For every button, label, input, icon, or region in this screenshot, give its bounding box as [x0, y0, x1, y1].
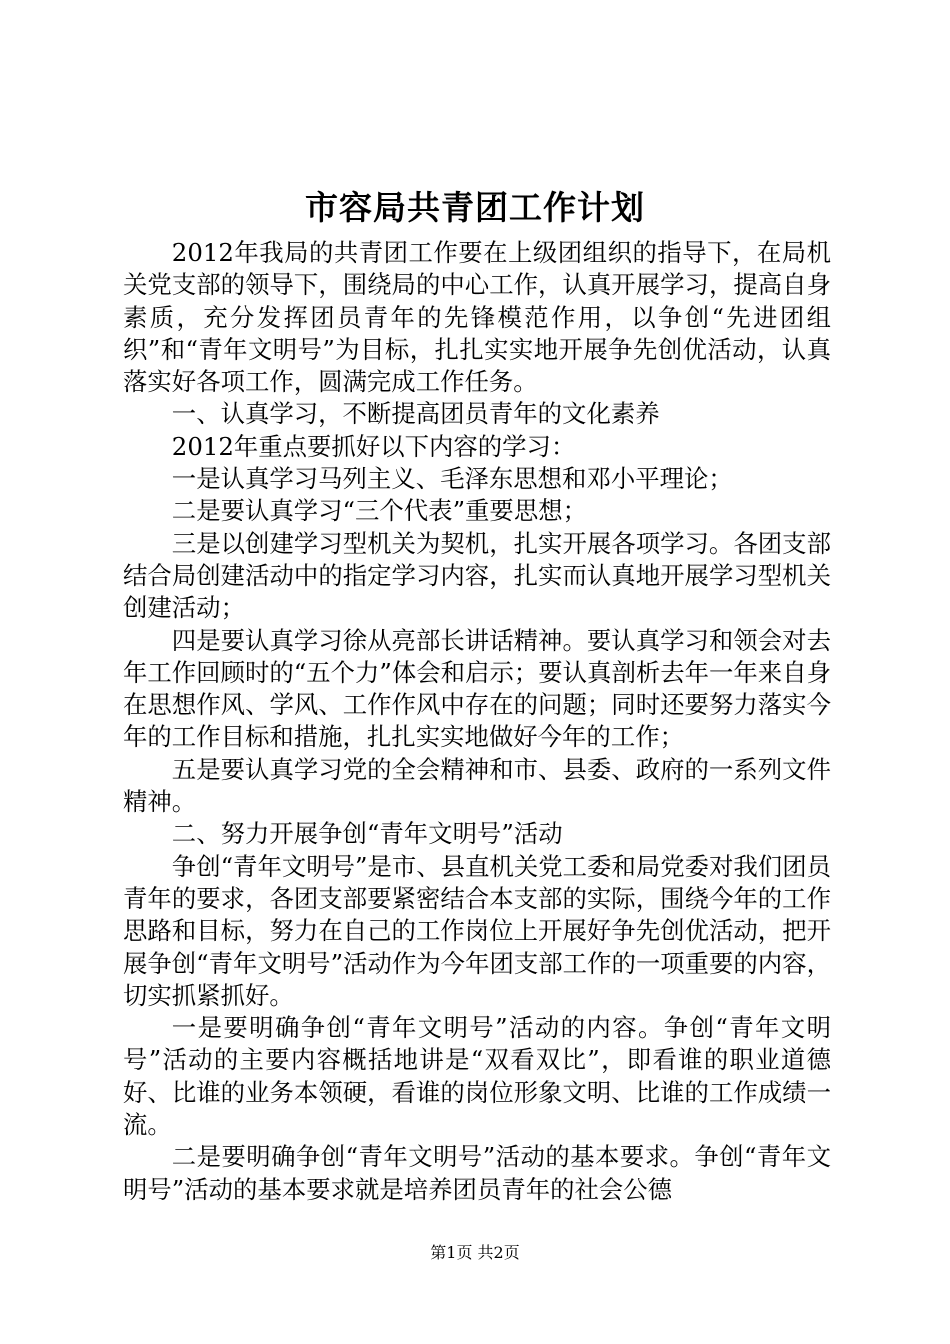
document-body	[123, 237, 831, 1206]
page-footer: 第1页 共2页	[430, 1243, 520, 1262]
paragraph: 2012年重点要抓好以下内容的学习：	[171, 431, 576, 461]
paragraph-intro: 2012年我局的共青团工作要在上级团组织的指导下，在局机关党支部的领导下，围绕局的中心工作，认真开展学习，提高自身素质，充分发挥团员青年的先锋模范作用，以争创“先进团组织”和“青年文明号”为目标，扎扎实实地开展争先创优活动，认真落实好各项工作，圆满完成工作任务。	[123, 238, 831, 397]
paragraph: 二是要明确争创“青年文明号”活动的基本要求。争创“青年文明号”活动的基本要求就是培养团员青年的社会公德	[123, 1142, 831, 1204]
document-title: 市容局共青团工作计划	[305, 188, 645, 227]
paragraph: 一是认真学习马列主义、毛泽东思想和邓小平理论；	[171, 464, 733, 494]
section-heading-2: 二、努力开展争创“青年文明号”活动	[171, 819, 563, 849]
paragraph: 一是要明确争创“青年文明号”活动的内容。争创“青年文明号”活动的主要内容概括地讲是“双看双比”，即看谁的职业道德好、比谁的业务本领硬，看谁的岗位形象文明、比谁的工作成绩一流。	[123, 1013, 831, 1140]
paragraph: 三是以创建学习型机关为契机，扎实开展各项学习。各团支部结合局创建活动中的指定学习内容，扎实而认真地开展学习型机关创建活动；	[123, 528, 831, 623]
paragraph: 五是要认真学习党的全会精神和市、县委、政府的一系列文件精神。	[123, 754, 831, 817]
paragraph: 争创“青年文明号”是市、县直机关党工委和局党委对我们团员青年的要求，各团支部要紧密结合本支部的实际，围绕今年的工作思路和目标，努力在自己的工作岗位上开展好争先创优活动，把开展争创“青年文明号”活动作为今年团支部工作的一项重要的内容，切实抓紧抓好。	[123, 851, 831, 1010]
section-heading-1: 一、认真学习，不断提高团员青年的文化素养	[171, 399, 660, 429]
paragraph: 二是要认真学习“三个代表”重要思想；	[171, 496, 587, 526]
paragraph: 四是要认真学习徐从亮部长讲话精神。要认真学习和领会对去年工作回顾时的“五个力”体会和启示；要认真剖析去年一年来自身在思想作风、学风、工作作风中存在的问题；同时还要努力落实今年的工作目标和措施，扎扎实实地做好今年的工作；	[123, 625, 831, 752]
